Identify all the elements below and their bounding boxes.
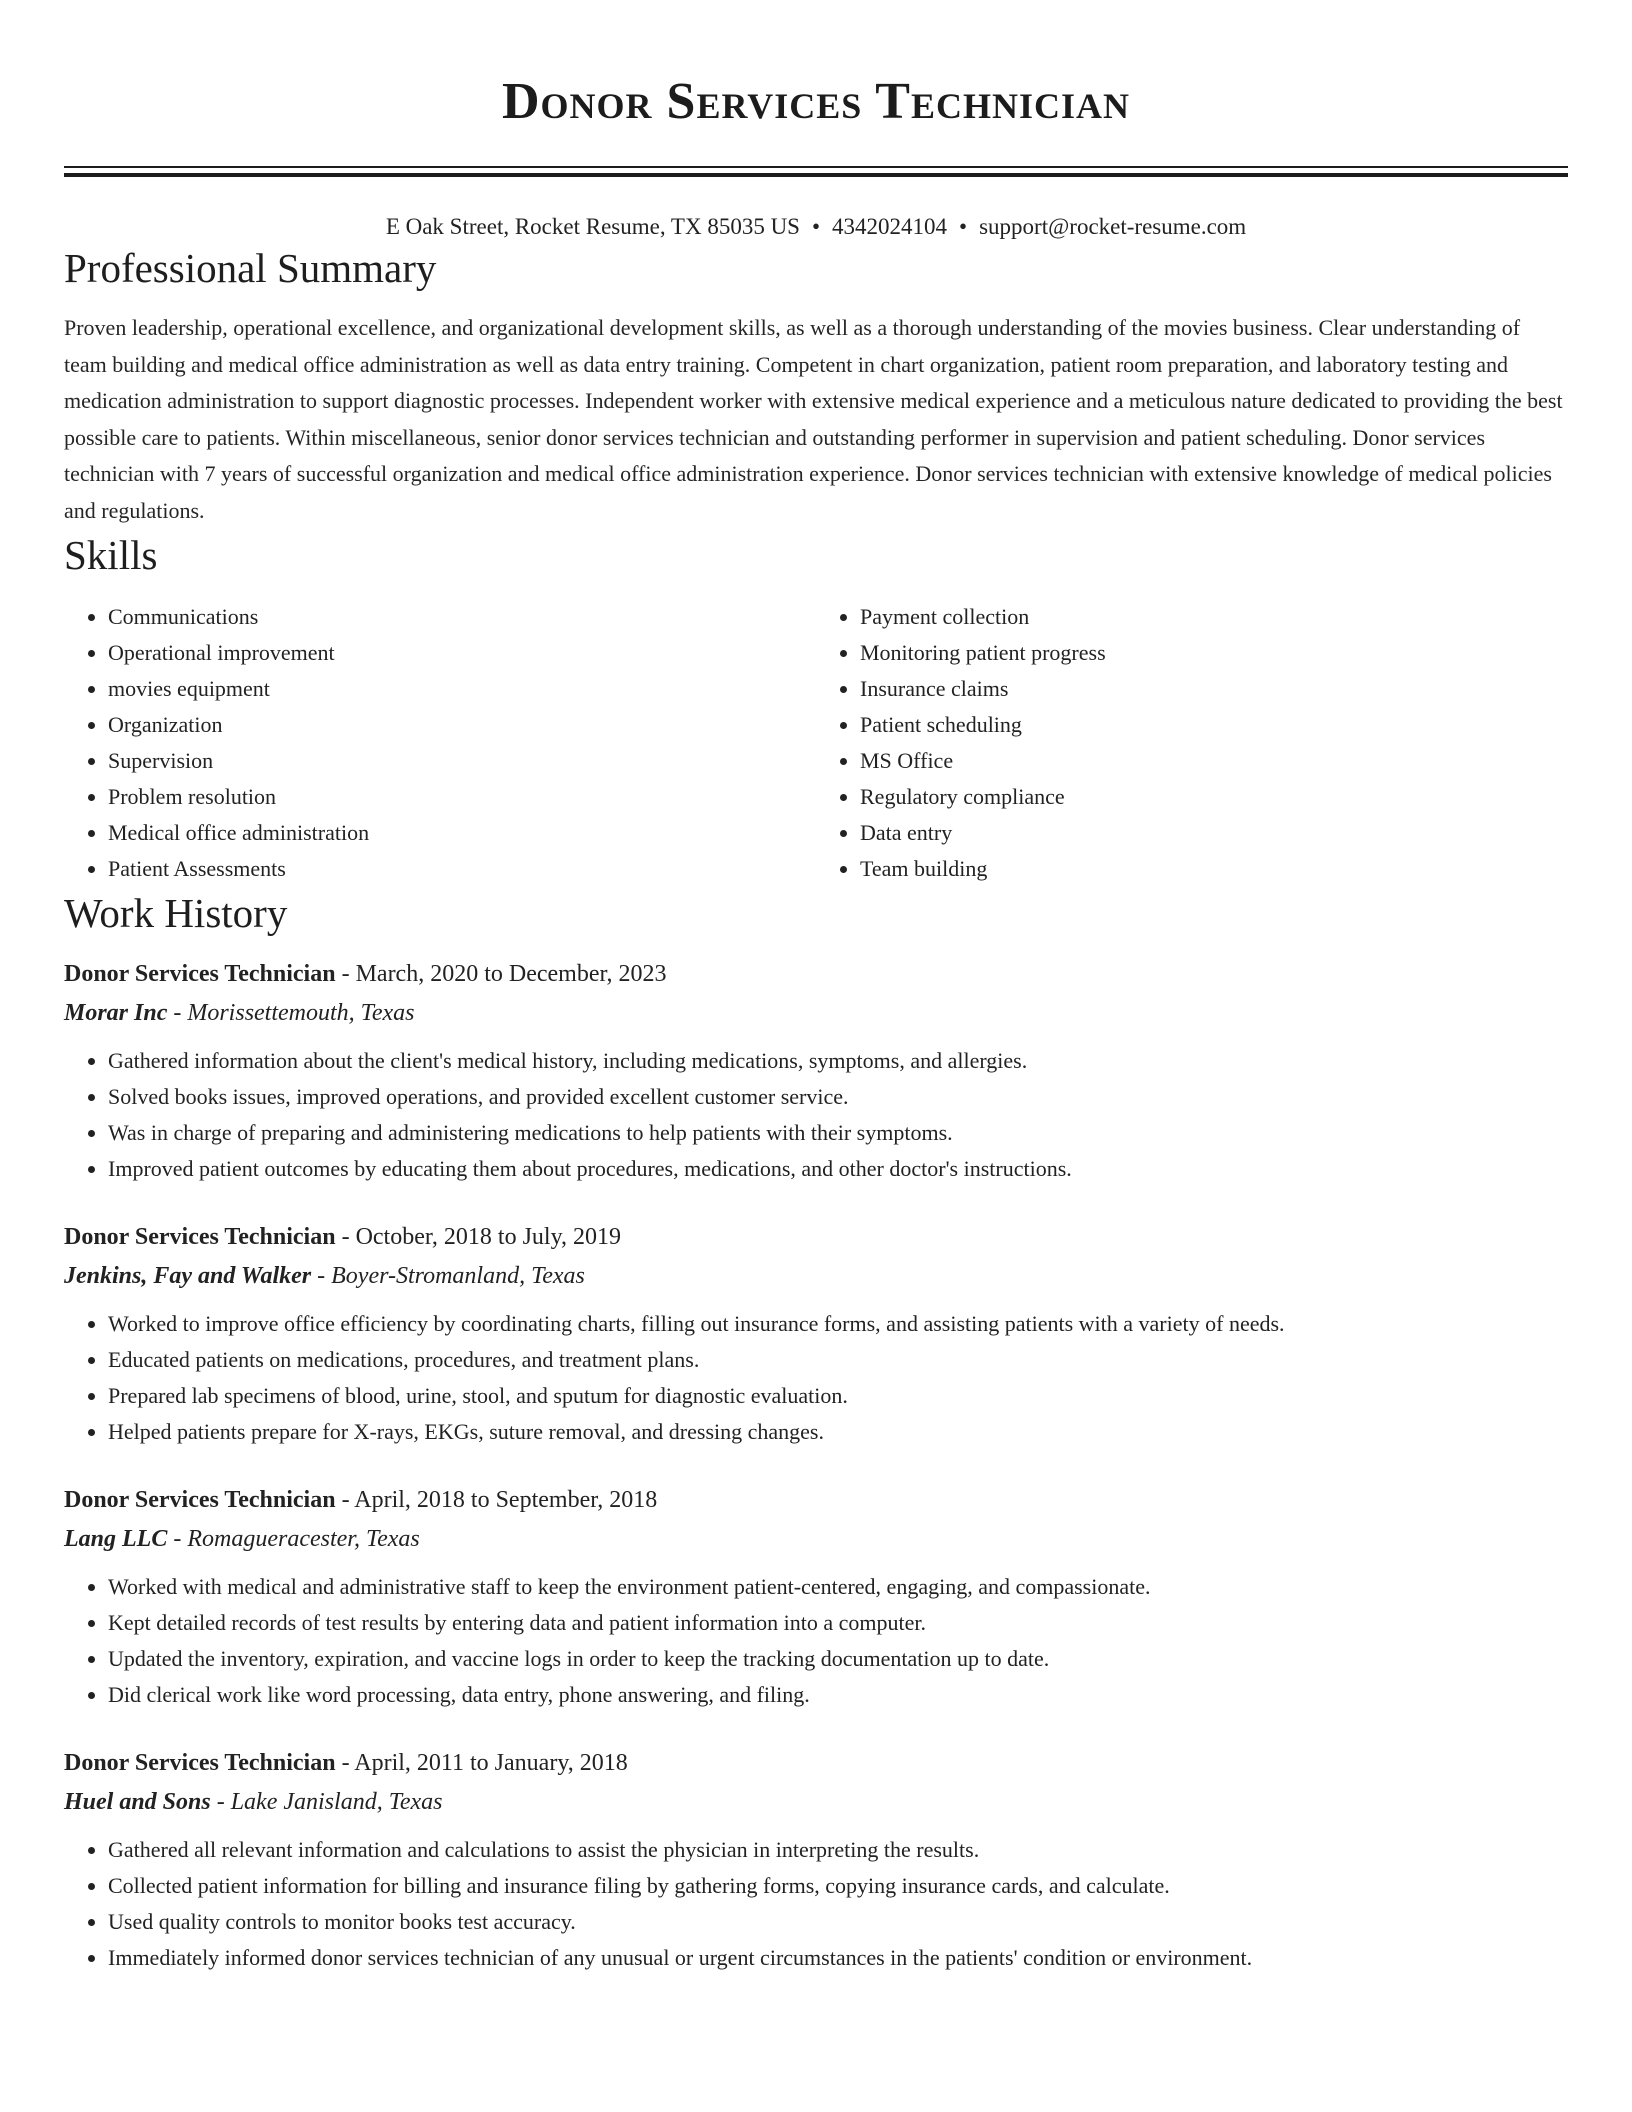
summary-heading: Professional Summary [64,245,437,291]
job-bullet: • Immediately informed donor services technician of any unusual or urgent circumstances in the patients' condition or environment. [108,1940,1568,1976]
job-bullet: • Did clerical work like word processing, data entry, phone answering, and filing. [108,1677,1568,1713]
job-company-line [64,1256,1568,1296]
job-bullets [64,1832,1568,1976]
skill-item: • Organization [108,707,816,743]
skill-item: • MS Office [860,743,1568,779]
job-header [64,1481,1568,1519]
job-spacer [64,1187,1568,1218]
job-bullet: • Gathered all relevant information and calculations to assist the physician in interpreting the results. [108,1832,1568,1868]
skill-item: • Payment collection [860,599,1568,635]
job-location: - Romagueracester, Texas [167,1526,420,1552]
job-bullet: • Improved patient outcomes by educating them about procedures, medications, and other doctor's instructions. [108,1151,1568,1187]
job-dates: - April, 2018 to September, 2018 [335,1487,658,1513]
skills-list-left [64,599,816,887]
job-location: - Morissettemouth, Texas [167,1000,415,1026]
job-location: - Boyer-Stromanland, Texas [311,1263,585,1289]
job-company-line [64,1782,1568,1822]
skills-list-right [816,599,1568,887]
job-bullet: • Helped patients prepare for X-rays, EKGs, suture removal, and dressing changes. [108,1414,1568,1450]
contact-address: E Oak Street, Rocket Resume, TX 85035 US [385,214,800,239]
job-entry [64,1481,1568,1713]
job-company: Morar Inc [64,1000,168,1026]
job-spacer [64,1713,1568,1744]
job-bullet: • Prepared lab specimens of blood, urine, stool, and sputum for diagnostic evaluation. [108,1378,1568,1414]
title-divider-thin [64,166,1568,168]
job-role: Donor Services Technician [64,1224,336,1250]
job-dates: - April, 2011 to January, 2018 [335,1750,628,1776]
job-bullet: • Kept detailed records of test results by entering data and patient information into a computer. [108,1605,1568,1641]
skill-item: • Monitoring patient progress [860,635,1568,671]
job-dates: - March, 2020 to December, 2023 [335,961,667,987]
job-entry [64,1218,1568,1450]
job-bullet: • Was in charge of preparing and administering medications to help patients with their symptoms. [108,1115,1568,1151]
job-location: - Lake Janisland, Texas [210,1789,443,1815]
job-bullet: • Worked with medical and administrative staff to keep the environment patient-centered, engaging, and compassionate. [108,1569,1568,1605]
skill-item: • Communications [108,599,816,635]
job-role: Donor Services Technician [64,1487,336,1513]
job-entry [64,1744,1568,1976]
job-role: Donor Services Technician [64,961,336,987]
skill-item: • Supervision [108,743,816,779]
job-company-line [64,1519,1568,1559]
job-company: Lang LLC [64,1526,168,1552]
skill-item: • Patient scheduling [860,707,1568,743]
job-role: Donor Services Technician [64,1750,336,1776]
job-company-line [64,993,1568,1033]
contact-line [64,212,1568,242]
contact-separator: • [811,214,821,239]
job-bullet: • Solved books issues, improved operations, and provided excellent customer service. [108,1079,1568,1115]
skill-item: • Data entry [860,815,1568,851]
job-entry [64,955,1568,1187]
skill-item: • Patient Assessments [108,851,816,887]
skill-item: • Medical office administration [108,815,816,851]
title-divider-thick [64,173,1568,177]
job-bullet: • Collected patient information for billing and insurance filing by gathering forms, copying insurance cards, and calculate. [108,1868,1568,1904]
summary-text: Proven leadership, operational excellence, and organizational development skills, as well as a thorough understanding of the movies business. Clear understanding of team building and medical office administration as well as data entry training. Competent in chart organization, patient room preparation, and laboratory testing and medication administration to support diagnostic processes. Independent worker with extensive medical experience and a meticulous nature dedicated to providing the best possible care to patients. Within miscellaneous, senior donor services technician and outstanding performer in supervision and patient scheduling. Donor services technician with 7 years of successful organization and medical office administration experience. Donor services technician with extensive knowledge of medical policies and regulations. [64,315,1563,523]
job-bullets [64,1569,1568,1713]
resume-page [64,0,1568,1976]
job-spacer [64,1450,1568,1481]
job-header [64,1744,1568,1782]
skills-grid [64,599,1568,887]
job-bullet: • Educated patients on medications, procedures, and treatment plans. [108,1342,1568,1378]
job-dates: - October, 2018 to July, 2019 [335,1224,622,1250]
skill-item: • Operational improvement [108,635,816,671]
skills-heading: Skills [64,532,158,578]
contact-email: support@rocket-resume.com [979,214,1247,239]
skill-item: • Team building [860,851,1568,887]
job-header [64,1218,1568,1256]
job-bullet: • Updated the inventory, expiration, and vaccine logs in order to keep the tracking documentation up to date. [108,1641,1568,1677]
contact-separator: • [959,214,968,239]
job-bullet: • Worked to improve office efficiency by coordinating charts, filling out insurance forms, and assisting patients with a variety of needs. [108,1306,1568,1342]
job-bullets [64,1043,1568,1187]
work-history-heading: Work History [64,890,288,936]
skill-item: • Problem resolution [108,779,816,815]
job-bullet: • Gathered information about the client's medical history, including medications, symptoms, and allergies. [108,1043,1568,1079]
job-company: Huel and Sons [64,1789,211,1815]
job-header [64,955,1568,993]
resume-title: Donor Services Technician [501,73,1131,130]
skill-item: • movies equipment [108,671,816,707]
contact-phone: 4342024104 [832,214,948,239]
job-bullets [64,1306,1568,1450]
skill-item: • Regulatory compliance [860,779,1568,815]
job-bullet: • Used quality controls to monitor books test accuracy. [108,1904,1568,1940]
skill-item: • Insurance claims [860,671,1568,707]
job-company: Jenkins, Fay and Walker [64,1263,312,1289]
